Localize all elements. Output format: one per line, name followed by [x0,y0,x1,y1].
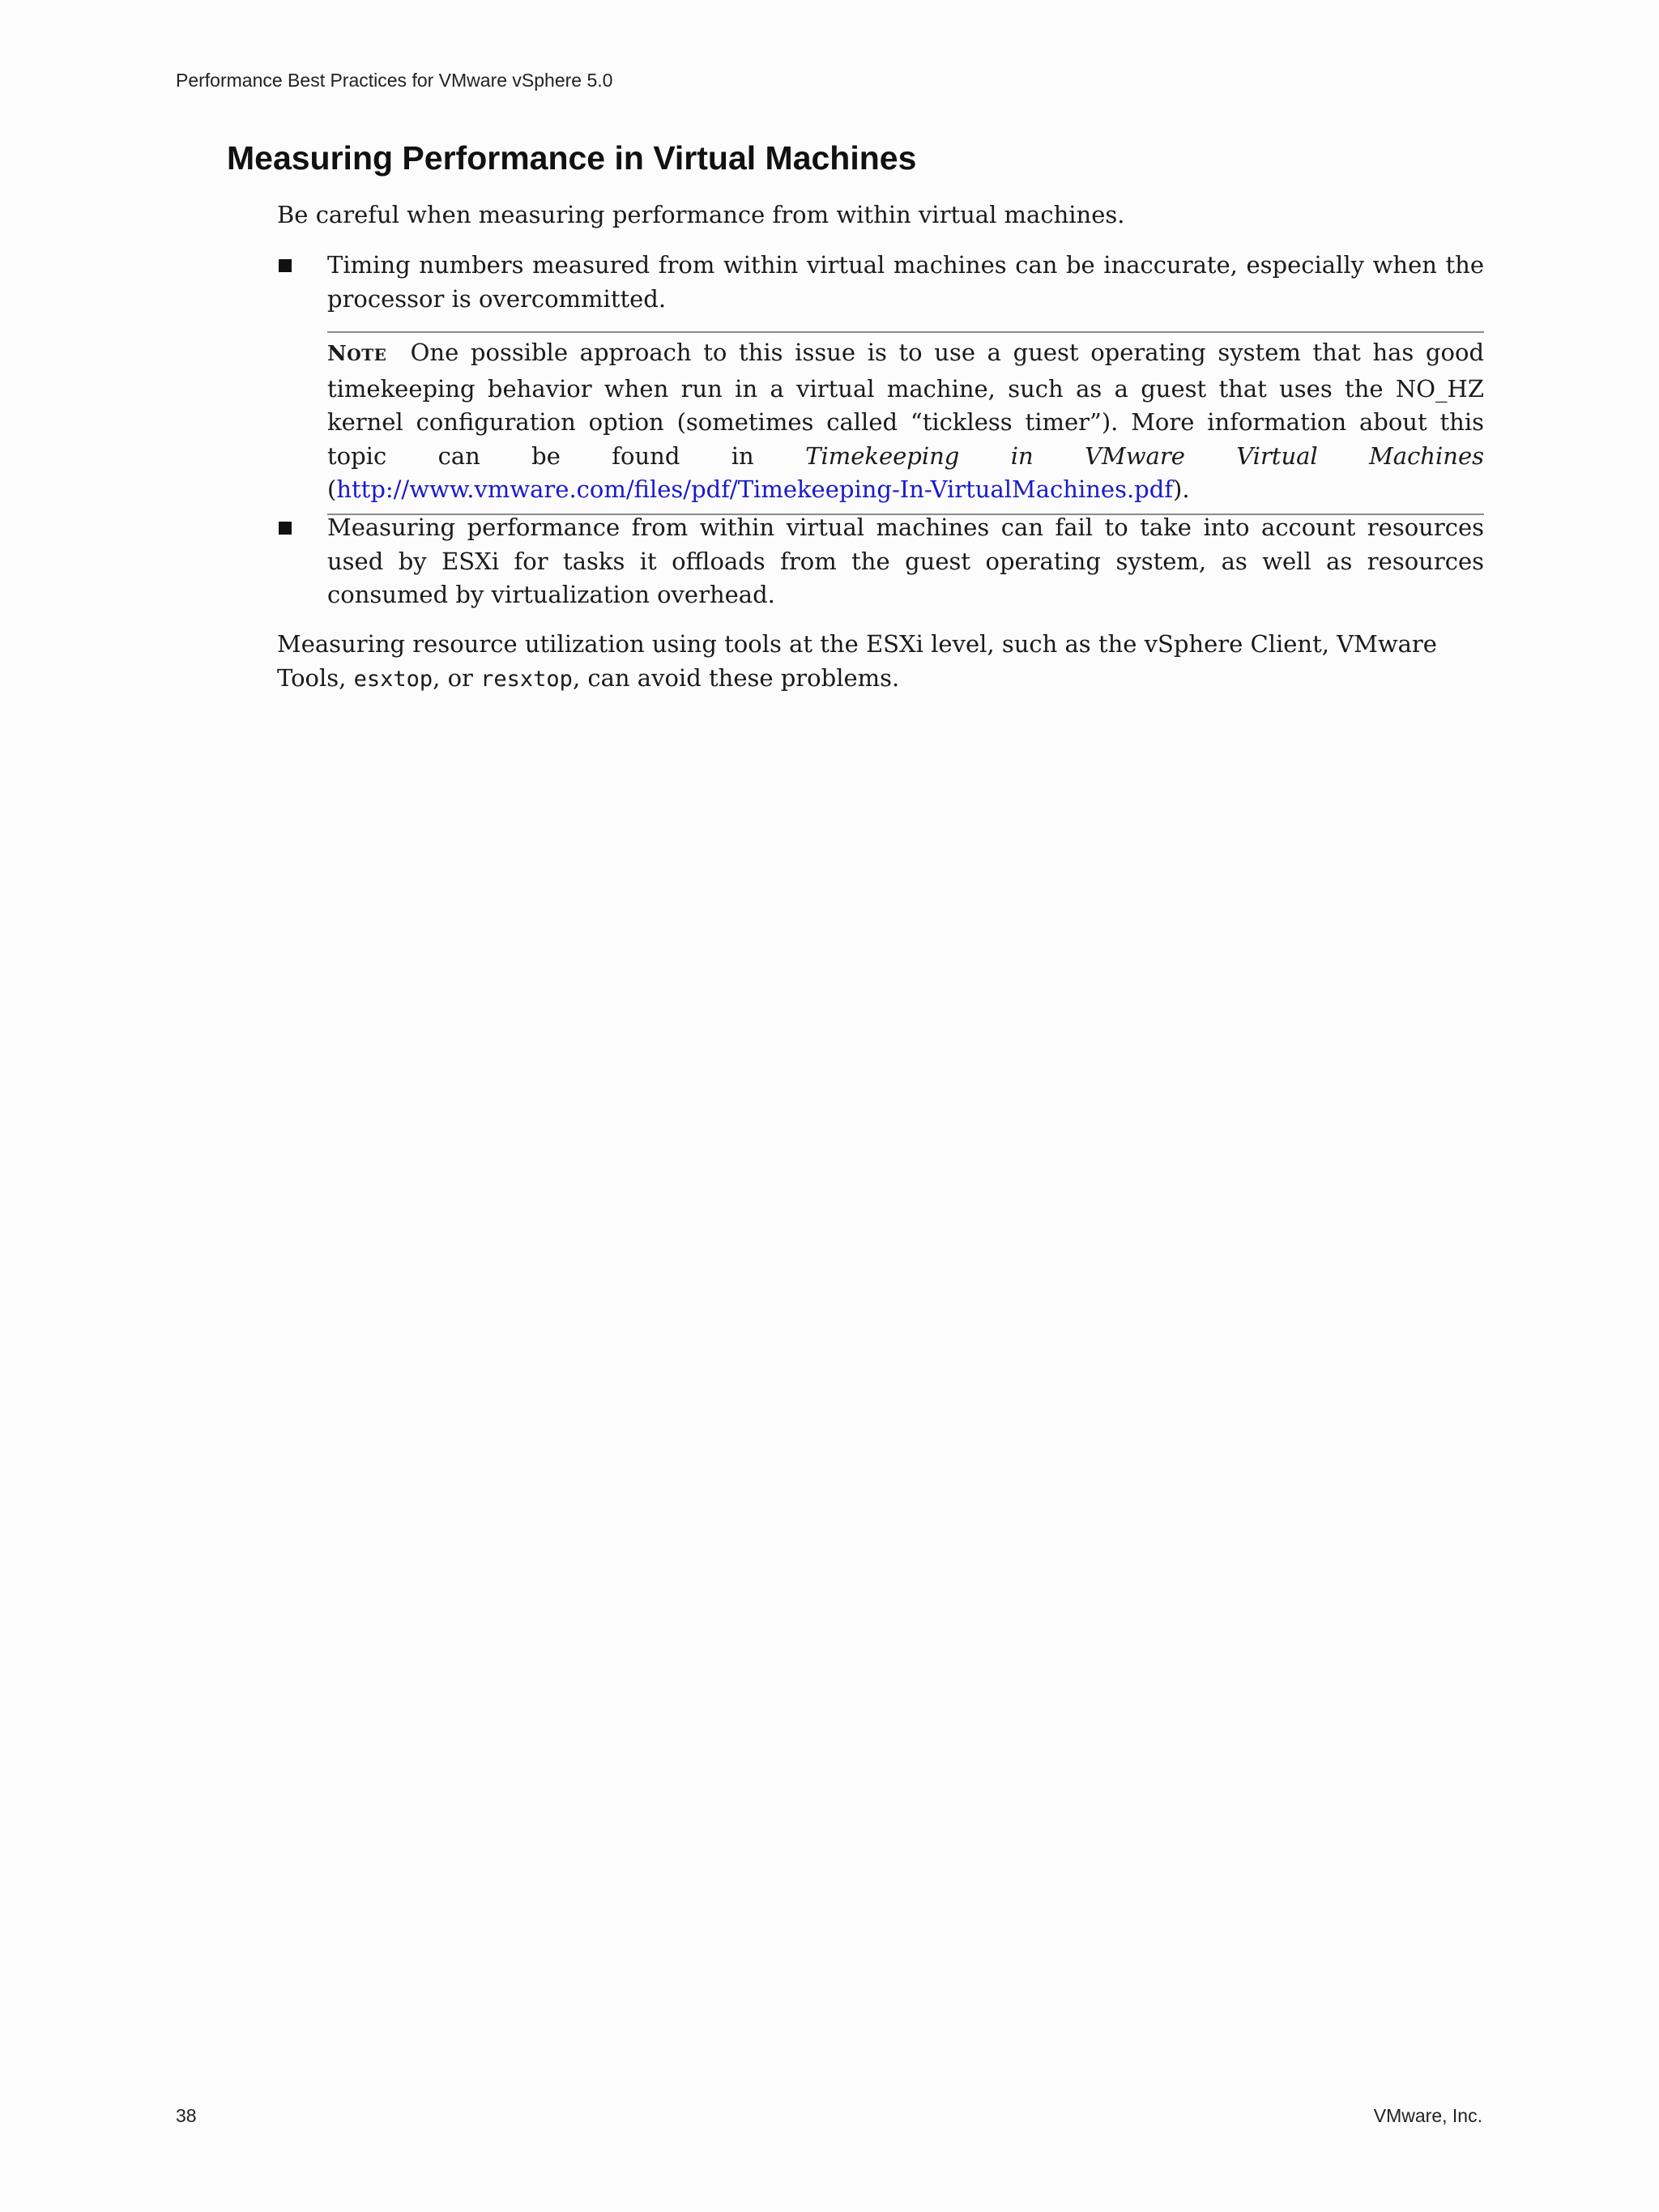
bullet-text: Measuring performance from within virtual machines can fail to take into account resources used by ESXi for tasks it offloads from the guest operating system, as well as resources consumed by virtualization overhead. [327,514,1484,608]
intro-paragraph: Be careful when measuring performance from within virtual machines. [277,201,1125,228]
code-resxtop: resxtop [480,666,573,692]
code-esxtop: esxtop [353,666,433,692]
bullet-item-timing [277,249,1484,316]
note-paragraph: NOTE One possible approach to this issue is to use a guest operating system that has good timekeeping behavior when run in a virtual machine, such as a guest that uses the NO_HZ kernel configuration option (sometimes called “tickless timer”). More information about this topic can be found in Timekeeping in VMware Virtual Machines (http://www.vmware.com/files/pdf/Timekeeping-In-VirtualMachines.pdf). [327,339,1485,503]
page-number: 38 [176,2105,197,2126]
section-title: Measuring Performance in Virtual Machines [227,139,917,177]
timekeeping-pdf-link[interactable]: http://www.vmware.com/files/pdf/Timekeeping-In-VirtualMachines.pdf [336,475,1174,503]
bullet-text: Timing numbers measured from within virtual machines can be inaccurate, especially when the processor is overcommitted. [327,251,1484,313]
closing-paragraph: Measuring resource utilization using tools at the ESXi level, such as the vSphere Client, VMware Tools, esxtop, or resxtop, can avoid these problems. [277,630,1437,692]
note-box [327,331,1484,515]
square-bullet-icon [279,259,292,272]
running-header: Performance Best Practices for VMware vSphere 5.0 [176,70,613,91]
note-text: One possible approach to this issue is to use a guest operating system that has good timekeeping behavior when run in a virtual machine, such as a guest that uses the NO_HZ kernel configuration option (sometimes called “tickless timer”). More information about this topic can be found in [327,339,1485,470]
square-bullet-icon [279,522,292,535]
note-label: NOTE [327,342,387,366]
footer-company: VMware, Inc. [1373,2105,1482,2126]
bullet-item-resources [277,511,1484,612]
note-doc-title: Timekeeping in VMware Virtual Machines [805,441,1484,470]
